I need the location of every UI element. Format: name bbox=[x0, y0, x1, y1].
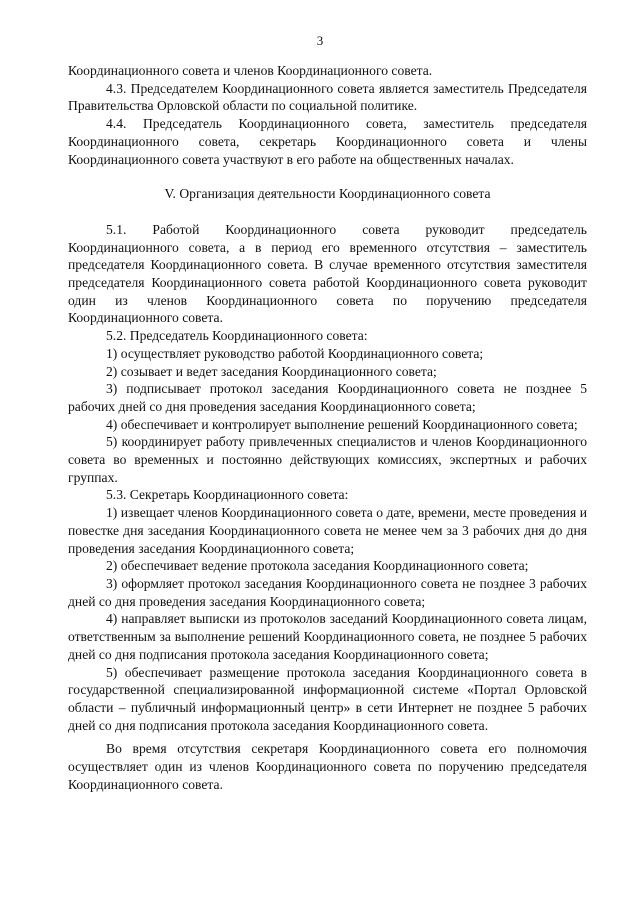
page-number: 3 bbox=[316, 33, 324, 48]
paragraph-4-4: 4.4. Председатель Координационного совета, заместитель председателя Координационного совета, секретарь Координационного совета и члены Координационного совета участвуют в его работе на общественных началах. bbox=[68, 116, 587, 167]
paragraph-continuation: Координационного совета и членов Координационного совета. bbox=[68, 63, 433, 78]
closing-paragraph: Во время отсутствия секретаря Координационного совета его полномочия осуществляет один из членов Координационного совета по поручению председателя Координационного совета. bbox=[68, 741, 587, 792]
list-item-5-2-2: 2) созывает и ведет заседания Координационного совета; bbox=[106, 363, 437, 379]
paragraph-5-3: 5.3. Секретарь Координационного совета: bbox=[106, 487, 349, 503]
list-item-5-2-4: 4) обеспечивает и контролирует выполнение решений Координационного совета; bbox=[106, 416, 578, 432]
list-item-5-3-5: 5) обеспечивает размещение протокола заседания Координационного совета в государственной специализированной информационной системе «Портал Орловской области – публичный информационный центр» в сети Интернет не позднее 5 рабочих дней со дня подписания протокола заседания Координационного совета. bbox=[68, 664, 587, 733]
paragraph-5-1: 5.1. Работой Координационного совета руководит председатель Координационного совета, а в период его временного отсутствия – заместитель председателя Координационного совета. В случае временного отсутствия заместителя председателя Координационного совета работой Координационного совета руководит один из членов Координационного совета по поручению председателя Координационного совета. bbox=[68, 221, 587, 326]
document-body bbox=[68, 62, 587, 793]
list-item-5-3-1: 1) извещает членов Координационного совета о дате, времени, месте проведения и повестке дня заседания Координационного совета не менее чем за 3 рабочих дня до дня проведения заседания Координационного совета; bbox=[68, 505, 587, 556]
section-heading: V. Организация деятельности Координационного совета bbox=[164, 186, 491, 202]
list-item-5-2-1: 1) осуществляет руководство работой Координационного совета; bbox=[106, 345, 484, 361]
paragraph-5-2: 5.2. Председатель Координационного совета: bbox=[106, 328, 368, 344]
list-item-5-3-4: 4) направляет выписки из протоколов заседаний Координационного совета лицам, ответственным за выполнение решений Координационного совета, не позднее 5 рабочих дней со дня подписания протокола заседания Координационного совета; bbox=[68, 611, 587, 662]
list-item-5-3-2: 2) обеспечивает ведение протокола заседания Координационного совета; bbox=[106, 558, 529, 574]
paragraph-4-3: 4.3. Председателем Координационного совета является заместитель Председателя Правительства Орловской области по социальной политике. bbox=[68, 80, 587, 114]
list-item-5-2-3: 3) подписывает протокол заседания Координационного совета не позднее 5 рабочих дней со дня проведения заседания Координационного совета; bbox=[68, 381, 587, 414]
list-item-5-3-3: 3) оформляет протокол заседания Координационного совета не позднее 3 рабочих дней со дня проведения заседания Координационного совета; bbox=[68, 575, 587, 609]
list-item-5-2-5: 5) координирует работу привлеченных специалистов и членов Координационного совета во временных и постоянно действующих комиссиях, экспертных и рабочих группах. bbox=[68, 434, 587, 485]
